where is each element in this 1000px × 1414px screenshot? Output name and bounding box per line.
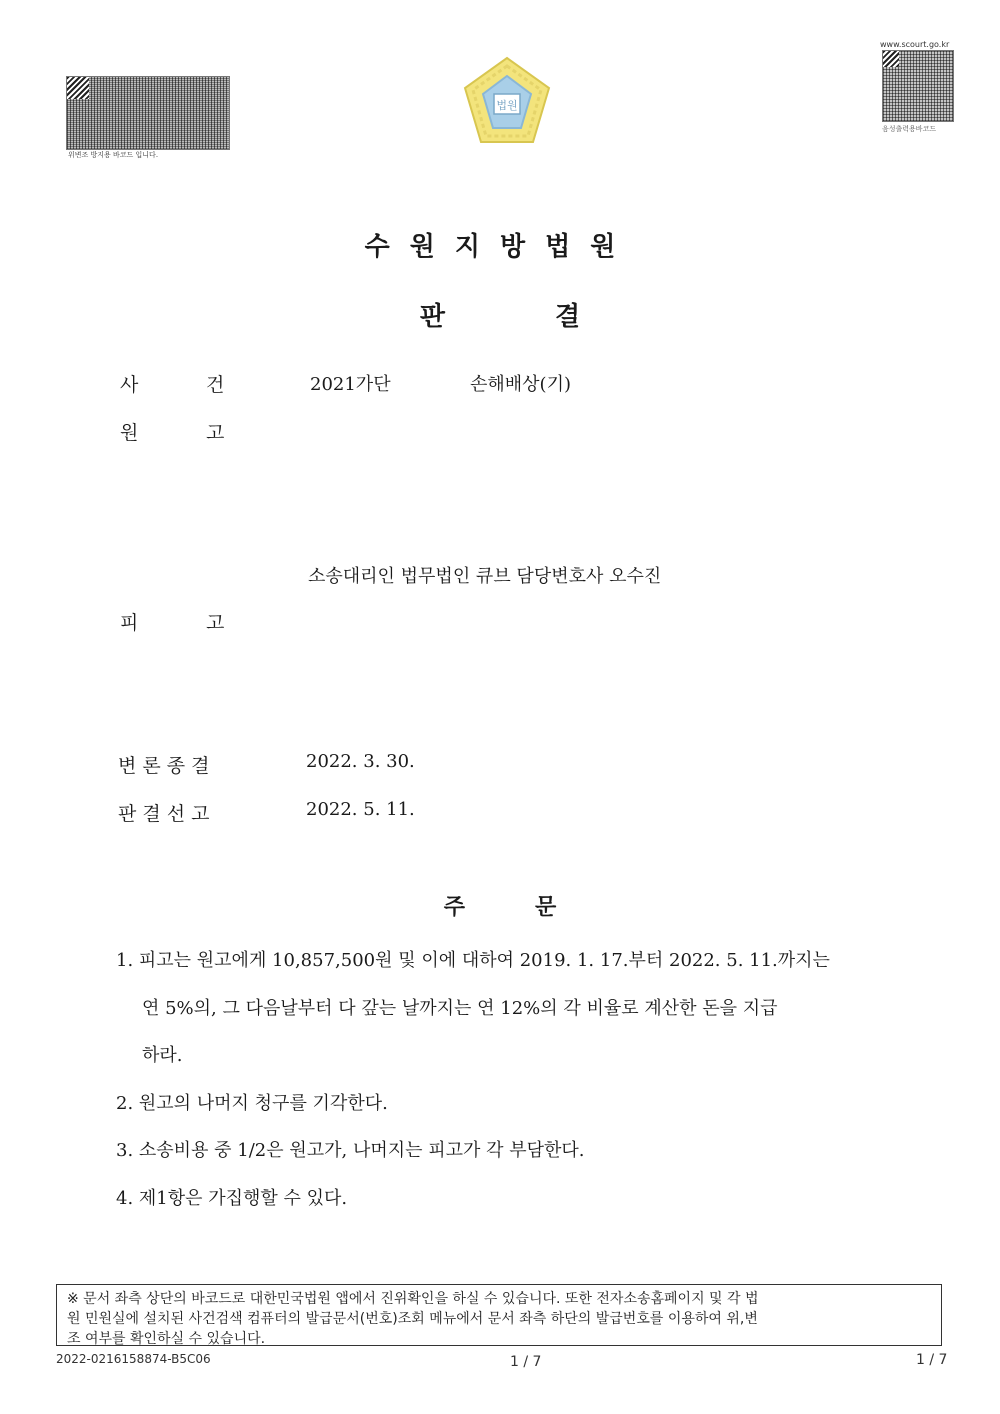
anti-forgery-barcode: [66, 76, 230, 150]
voice-output-barcode: [882, 50, 954, 122]
judgment-title: [0, 296, 1000, 333]
page-number-center: 1 / 7: [510, 1354, 542, 1370]
defendant-label-a: 피: [120, 612, 139, 634]
case-label-b: 건: [206, 374, 225, 396]
authenticity-notice: [56, 1284, 942, 1346]
order-item-2: 2. 원고의 나머지 청구를 기각한다.: [116, 1093, 388, 1114]
case-name: 손해배상(기): [470, 374, 571, 395]
notice-line-1: ※ 문서 좌측 상단의 바코드로 대한민국법원 앱에서 진위확인을 하실 수 있습니다. 또한 전자소송홈페이지 및 각 법: [67, 1291, 759, 1307]
order-title: [0, 890, 1000, 921]
pleading-close-label: 변 론 종 결: [118, 755, 210, 777]
notice-line-2: 원 민원실에 설치된 사건검색 컴퓨터의 발급문서(번호)조회 메뉴에서 문서 좌측 하단의 발급번호를 이용하여 위,변: [67, 1311, 758, 1327]
order-item-3: 3. 소송비용 중 1/2은 원고가, 나머지는 피고가 각 부담한다.: [116, 1140, 585, 1161]
issue-number: 2022-0216158874-B5C06: [56, 1352, 211, 1366]
order-title-left: 주: [443, 894, 465, 920]
pleading-close-date: 2022. 3. 30.: [306, 751, 415, 772]
order-item-1-line-3: 하라.: [142, 1045, 183, 1066]
judgment-title-left: 판: [419, 302, 445, 332]
order-item-1-line-1: 1. 피고는 원고에게 10,857,500원 및 이에 대하여 2019. 1. 17.부터 2022. 5. 11.까지는: [116, 950, 830, 971]
notice-line-3: 조 여부를 확인하실 수 있습니다.: [67, 1331, 266, 1347]
page-number-right: 1 / 7: [916, 1352, 948, 1368]
judgment-title-right: 결: [555, 302, 581, 332]
attorney: 소송대리인 법무법인 큐브 담당변호사 오수진: [308, 566, 662, 587]
order-item-4: 4. 제1항은 가집행할 수 있다.: [116, 1188, 348, 1209]
court-url: www.scourt.go.kr: [880, 40, 950, 49]
judgment-date: 2022. 5. 11.: [306, 799, 415, 820]
case-label-a: 사: [120, 374, 139, 396]
court-seal-icon: [461, 56, 553, 146]
voice-output-barcode-caption: 음성출력용바코드: [882, 125, 937, 133]
order-title-right: 문: [535, 894, 557, 920]
court-name: 수원지방법원: [364, 232, 636, 262]
plaintiff-label-b: 고: [206, 422, 225, 444]
defendant-label-b: 고: [206, 612, 225, 634]
anti-forgery-barcode-caption: 위변조 방지용 바코드 입니다.: [68, 151, 159, 159]
case-number: 2021가단: [310, 374, 391, 395]
seal-text: 법원: [496, 99, 518, 112]
judgment-date-label: 판 결 선 고: [118, 803, 210, 825]
plaintiff-label-a: 원: [120, 422, 139, 444]
order-item-1-line-2: 연 5%의, 그 다음날부터 다 갚는 날까지는 연 12%의 각 비율로 계산한 돈을 지급: [142, 998, 778, 1019]
